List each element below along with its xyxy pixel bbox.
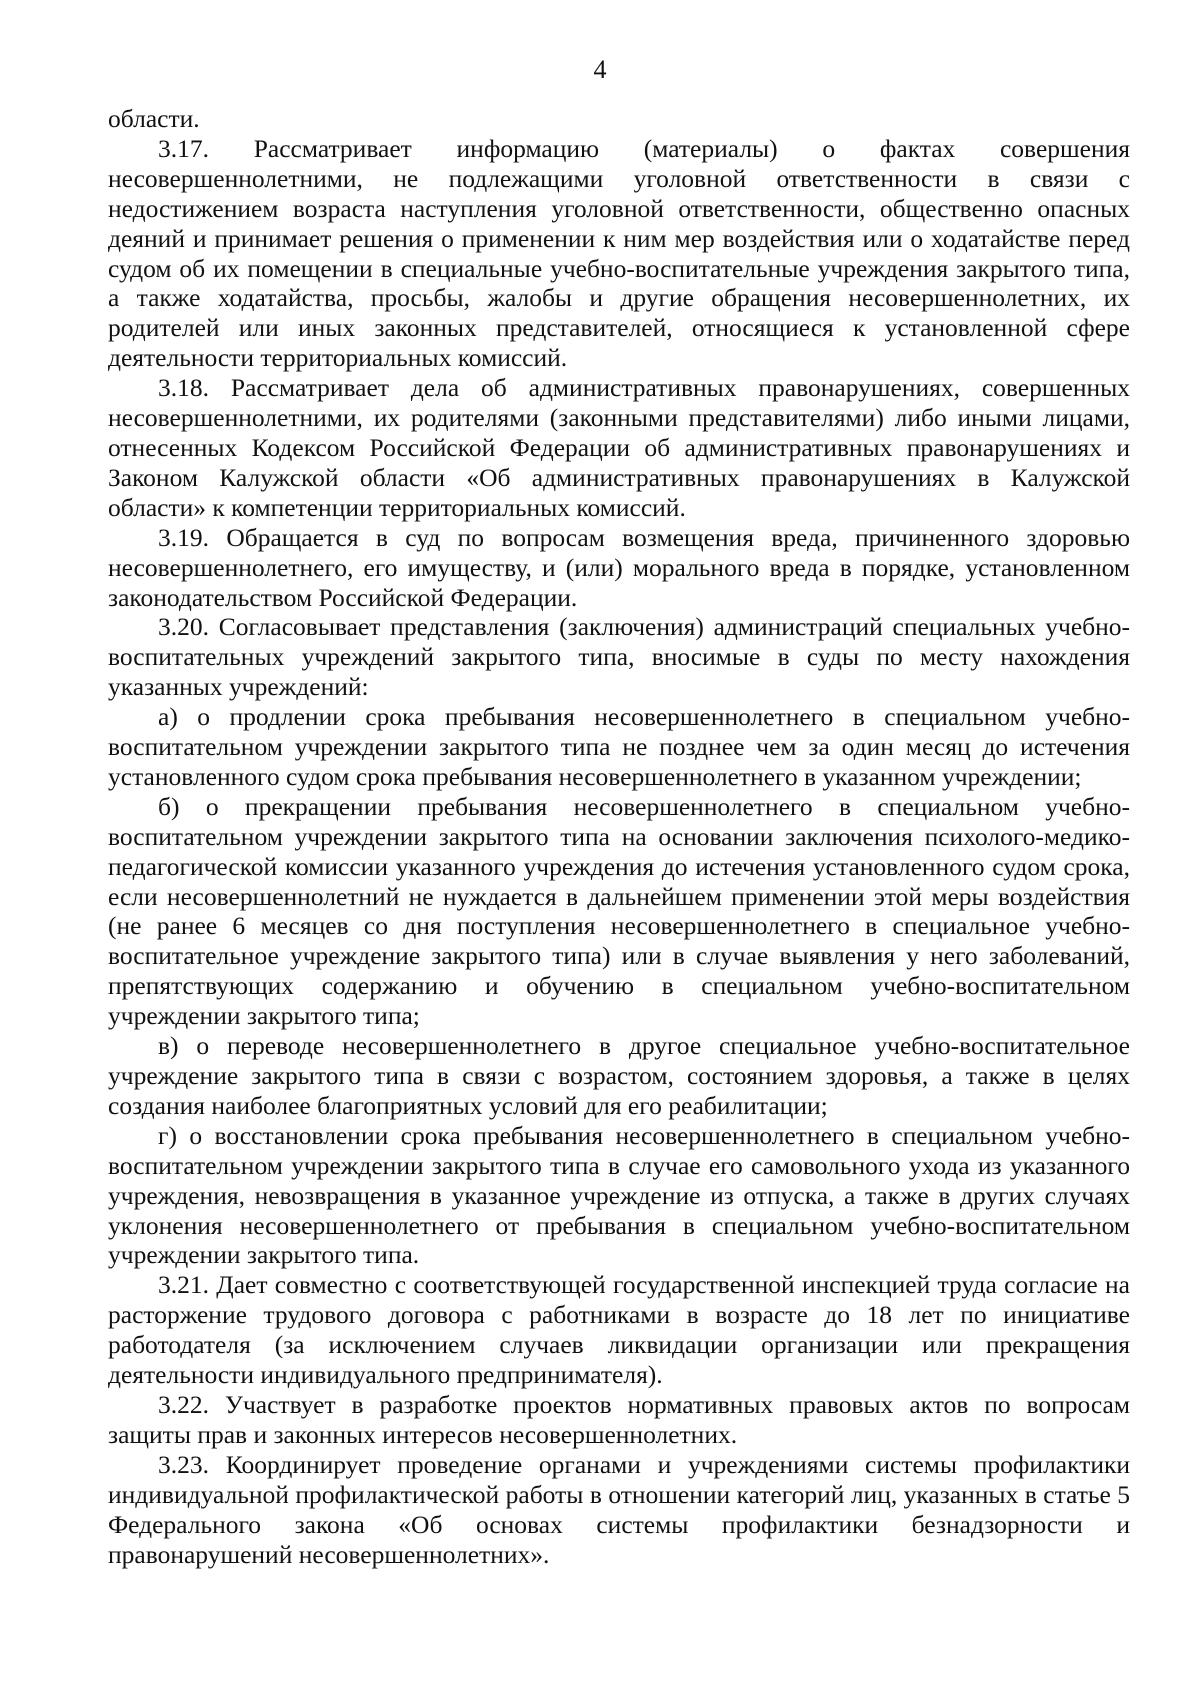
paragraph-3-20: 3.20. Согласовывает представления (заключения) администраций специальных учебно-воспитательных учреждений закрытого типа, вносимые в суды по месту нахождения указанных учреждений: <box>108 612 1130 702</box>
paragraph-3-19: 3.19. Обращается в суд по вопросам возмещения вреда, причиненного здоровью несовершеннолетнего, его имуществу, и (или) морального вреда в порядке, установленном законодательством Российской Федерации. <box>108 522 1130 612</box>
paragraph-3-22: 3.22. Участвует в разработке проектов нормативных правовых актов по вопросам защиты прав и законных интересов несовершеннолетних. <box>108 1389 1130 1449</box>
paragraph-continuation: области. <box>108 104 200 133</box>
paragraph-3-20-g: г) о восстановлении срока пребывания несовершеннолетнего в специальном учебно-воспитательном учреждении закрытого типа в случае его самовольного ухода из указанного учреждения, невозвращения в указанное учреждение из отпуска, а также в других случаях уклонения несовершеннолетнего от пребывания в специальном учебно-воспитательном учреждении закрытого типа. <box>108 1120 1130 1270</box>
paragraph-3-17: 3.17. Рассматривает информацию (материалы) о фактах совершения несовершеннолетними, не подлежащими уголовной ответственности в связи с недостижением возраста наступления уголовной ответственности, общественно опасных деяний и принимает решения о применении к ним мер воздействия или о ходатайстве перед судом об их помещении в специальные учебно-воспитательные учреждения закрытого типа, а также ходатайства, просьбы, жалобы и другие обращения несовершеннолетних, их родителей или иных законных представителей, относящиеся к установленной сфере деятельности территориальных комиссий. <box>108 133 1130 373</box>
paragraph-3-20-b: б) о прекращении пребывания несовершеннолетнего в специальном учебно-воспитательном учреждении закрытого типа на основании заключения психолого-медико-педагогической комиссии указанного учреждения до истечения установленного судом срока, если несовершеннолетний не нуждается в дальнейшем применении этой меры воздействия (не ранее 6 месяцев со дня поступления несовершеннолетнего в специальное учебно-воспитательное учреждение закрытого типа) или в случае выявления у него заболеваний, препятствующих содержанию и обучению в специальном учебно-воспитательном учреждении закрытого типа; <box>108 791 1130 1031</box>
document-body <box>108 104 1130 1569</box>
paragraph-3-20-v: в) о переводе несовершеннолетнего в другое специальное учебно-воспитательное учреждение закрытого типа в связи с возрастом, состоянием здоровья, а также в целях создания наиболее благоприятных условий для его реабилитации; <box>108 1031 1130 1120</box>
paragraph-3-23: 3.23. Координирует проведение органами и учреждениями системы профилактики индивидуальной профилактической работы в отношении категорий лиц, указанных в статье 5 Федерального закона «Об основах системы профилактики безнадзорности и правонарушений несовершеннолетних». <box>108 1449 1130 1569</box>
paragraph-3-18: 3.18. Рассматривает дела об административных правонарушениях, совершенных несовершеннолетними, их родителями (законными представителями) либо иными лицами, отнесенных Кодексом Российской Федерации об административных правонарушениях и Законом Калужской области «Об административных правонарушениях в Калужской области» к компетенции территориальных комиссий. <box>108 373 1130 522</box>
paragraph-3-21: 3.21. Дает совместно с соответствующей государственной инспекцией труда согласие на расторжение трудового договора с работниками в возрасте до 18 лет по инициативе работодателя (за исключением случаев ликвидации организации или прекращения деятельности индивидуального предпринимателя). <box>108 1270 1130 1390</box>
paragraph-3-20-a: а) о продлении срока пребывания несовершеннолетнего в специальном учебно-воспитательном учреждении закрытого типа не позднее чем за один месяц до истечения установленного судом срока пребывания несовершеннолетнего в указанном учреждении; <box>108 702 1130 791</box>
page-number: 4 <box>593 55 607 84</box>
